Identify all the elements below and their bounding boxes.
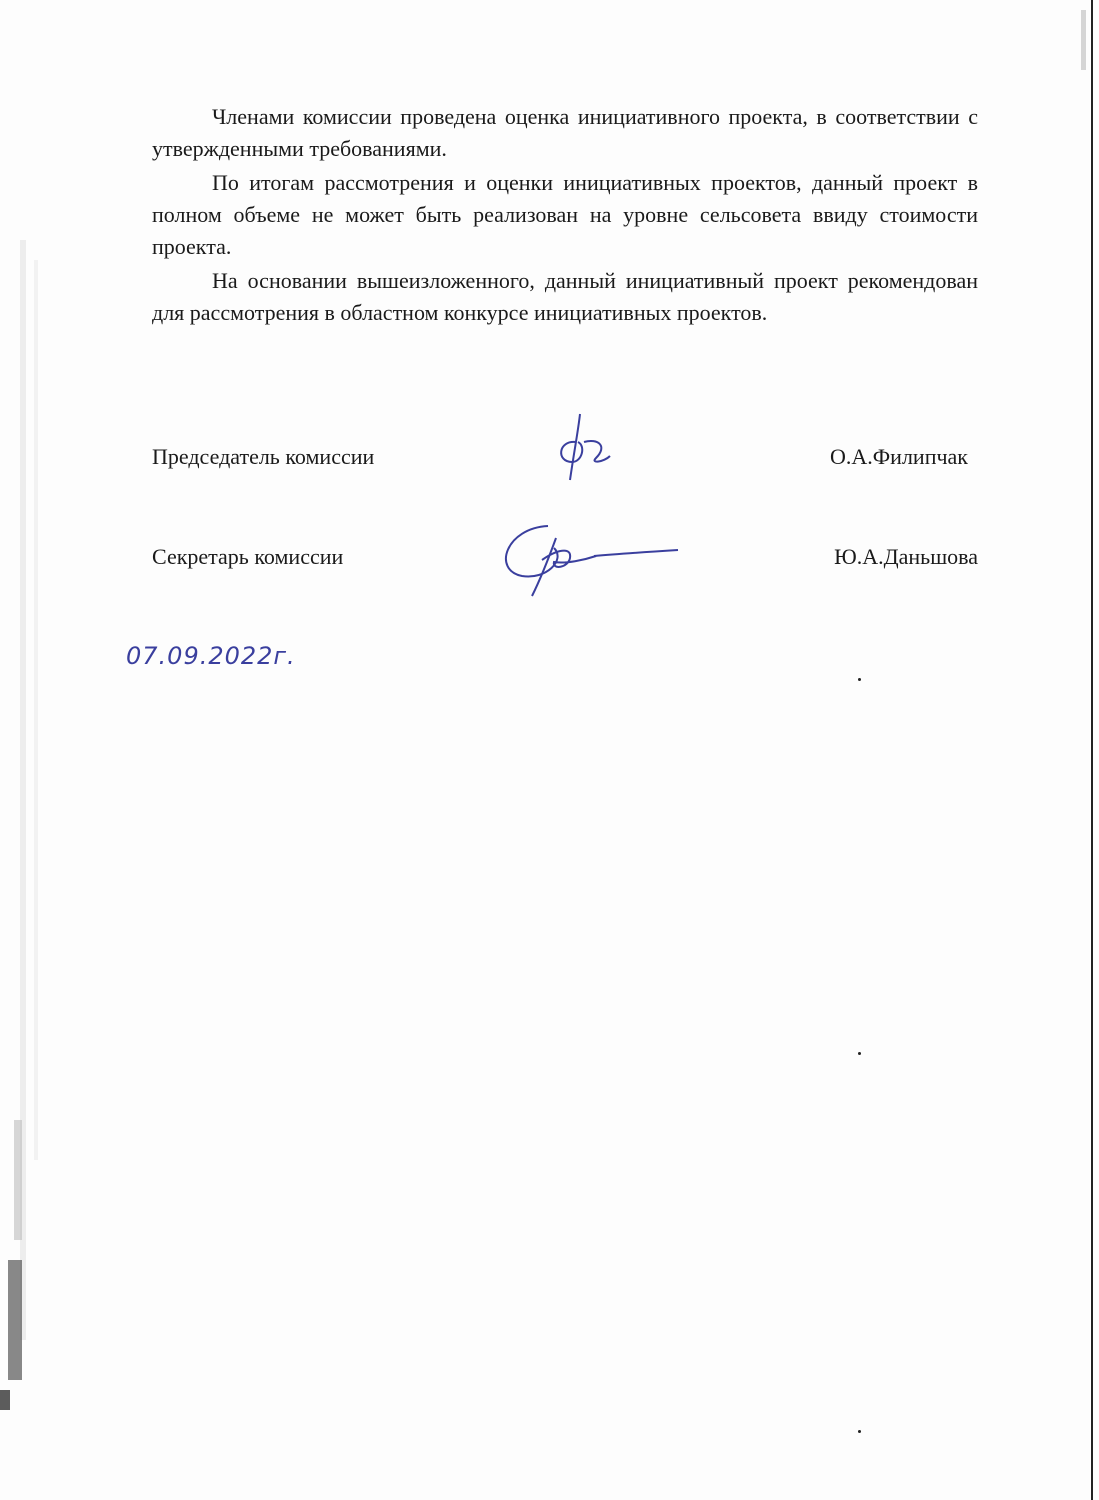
scan-speck [858,1052,861,1055]
paragraph-results: По итогам рассмотрения и оценки инициативных проектов, данный проект в полном объеме не может быть реализован на уровне сельсовета ввиду стоимости проекта. [152,170,978,259]
secretary-role: Секретарь комиссии [152,544,344,569]
paragraph-evaluation: Членами комиссии проведена оценка инициативного проекта, в соответствии с утвержденными требованиями. [152,104,978,161]
chair-name: О.А.Филипчак [830,444,968,469]
scan-speck [858,1430,861,1433]
secretary-signature-image [496,520,686,600]
svg-text:07.09.2022г.: 07.09.2022г. [126,642,296,670]
secretary-name: Ю.А.Даньшова [834,544,978,569]
scan-edge-left [0,240,60,1420]
chair-signature-image [548,412,618,482]
chair-role: Председатель комиссии [152,444,375,469]
scan-edge-right [1069,0,1099,1500]
handwritten-date [124,636,344,676]
paragraph-recommendation: На основании вышеизложенного, данный инициативный проект рекомендован для рассмотрения в областном конкурсе инициативных проектов. [152,268,978,325]
scan-speck [858,678,861,681]
